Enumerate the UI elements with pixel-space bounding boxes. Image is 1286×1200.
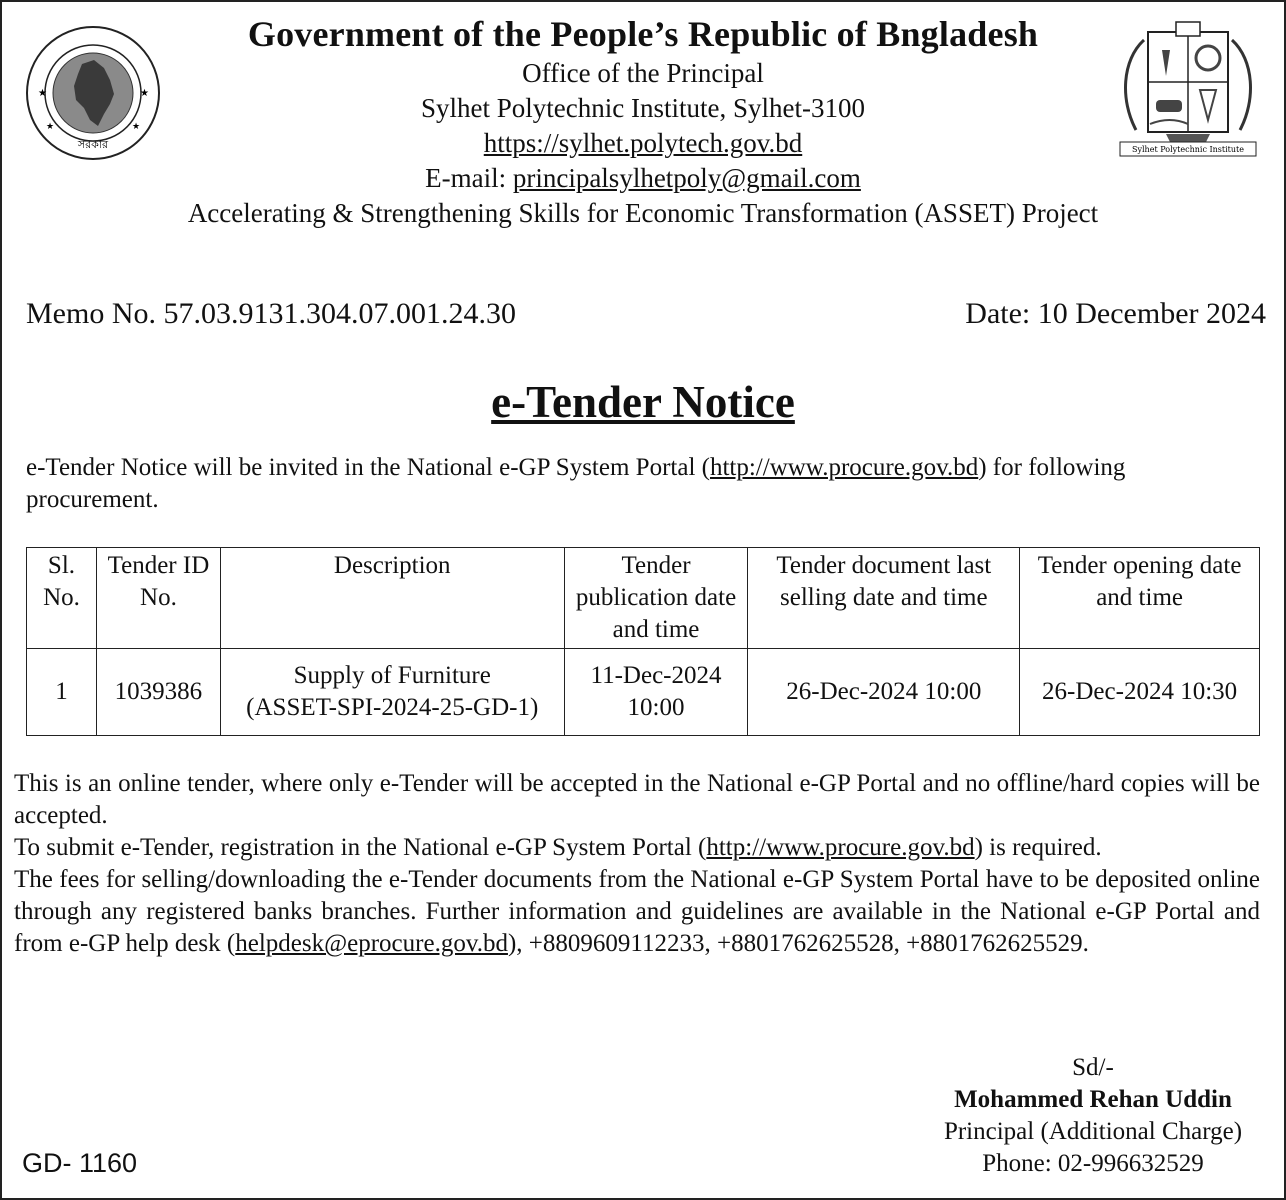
email-label: E-mail: <box>425 163 513 193</box>
signatory-name: Mohammed Rehan Uddin <box>954 1086 1232 1113</box>
description-line2: (ASSET-SPI-2024-25-GD-1) <box>246 694 539 721</box>
table-header-row <box>27 548 1260 649</box>
intro-paragraph <box>26 452 1258 516</box>
memo-number: Memo No. 57.03.9131.304.07.001.24.30 <box>26 297 516 330</box>
website-link[interactable]: https://sylhet.polytech.gov.bd <box>483 128 803 158</box>
signatory-designation: Principal (Additional Charge) <box>943 1118 1243 1145</box>
body-paragraph-1: This is an online tender, where only e-Tender will be accepted in the National e-GP Portal and no offline/hard copies will be accepted. <box>14 770 1260 829</box>
emblem-caption: Sylhet Polytechnic Institute <box>1132 145 1244 154</box>
government-title: Government of the People’s Republic of Bngladesh <box>247 14 1039 54</box>
description-line1: Supply of Furniture <box>293 662 491 689</box>
procure-link[interactable]: http://www.procure.gov.bd <box>709 454 979 481</box>
p2-text: To submit e-Tender, registration in the National e-GP System Portal ( <box>14 834 707 861</box>
svg-text:★: ★ <box>132 122 141 132</box>
p2-text-end: ) is required. <box>974 834 1102 861</box>
intro-text-end: ) for following procurement. <box>26 454 1126 513</box>
p3-text-end: ), +8809609112233, +8801762625528, +8801762625529. <box>507 930 1089 957</box>
body-paragraph-2 <box>14 832 1260 864</box>
helpdesk-email-link[interactable]: helpdesk@eprocure.gov.bd <box>235 930 508 957</box>
col-header-publication: Tender publication date and time <box>564 548 748 649</box>
email-link[interactable]: principalsylhetpoly@gmail.com <box>512 163 861 193</box>
svg-text:★: ★ <box>38 88 47 99</box>
cell-description <box>220 649 564 736</box>
col-header-tender-id: Tender ID No. <box>96 548 220 649</box>
table-row <box>27 649 1260 736</box>
col-header-description: Description <box>220 548 564 649</box>
svg-text:★: ★ <box>140 88 149 99</box>
tender-table <box>26 547 1260 736</box>
col-header-opening: Tender opening date and time <box>1020 548 1260 649</box>
cell-sl: 1 <box>27 649 97 736</box>
publication-time: 10:00 <box>627 694 685 721</box>
procure-link-2[interactable]: http://www.procure.gov.bd <box>706 834 975 861</box>
signatory-phone: Phone: 02-996632529 <box>982 1150 1204 1177</box>
cell-last-selling: 26-Dec-2024 10:00 <box>748 649 1020 736</box>
memo-date: Date: 10 December 2024 <box>965 297 1266 330</box>
gd-number: GD- 1160 <box>22 1148 138 1178</box>
institute-address: Sylhet Polytechnic Institute, Sylhet-3100 <box>421 93 865 123</box>
seal-bottom-text: সরকার <box>77 138 109 151</box>
publication-date: 11-Dec-2024 <box>590 662 722 689</box>
svg-text:★: ★ <box>46 122 55 132</box>
letterhead <box>2 12 1284 231</box>
notice-title: e-Tender Notice <box>491 377 795 427</box>
col-header-last-selling: Tender document last selling date and time <box>748 548 1020 649</box>
project-name: Accelerating & Strengthening Skills for Economic Transformation (ASSET) Project <box>187 198 1099 228</box>
notice-body <box>14 768 1260 960</box>
col-header-sl: Sl. No. <box>27 548 97 649</box>
intro-text: e-Tender Notice will be invited in the National e-GP System Portal ( <box>26 454 710 481</box>
office-title: Office of the Principal <box>522 58 764 88</box>
signature-sd: Sd/- <box>1072 1054 1114 1081</box>
cell-opening: 26-Dec-2024 10:30 <box>1020 649 1260 736</box>
cell-tender-id: 1039386 <box>96 649 220 736</box>
body-paragraph-3 <box>14 864 1260 960</box>
cell-publication <box>564 649 748 736</box>
p3-text: The fees for selling/downloading the e-Tender documents from the National e-GP System Portal have to be deposited online through any registered banks branches. Further information and guidelines are available in the National e-GP Portal and from e-GP help desk ( <box>14 866 1260 957</box>
signature-block <box>902 1052 1284 1180</box>
